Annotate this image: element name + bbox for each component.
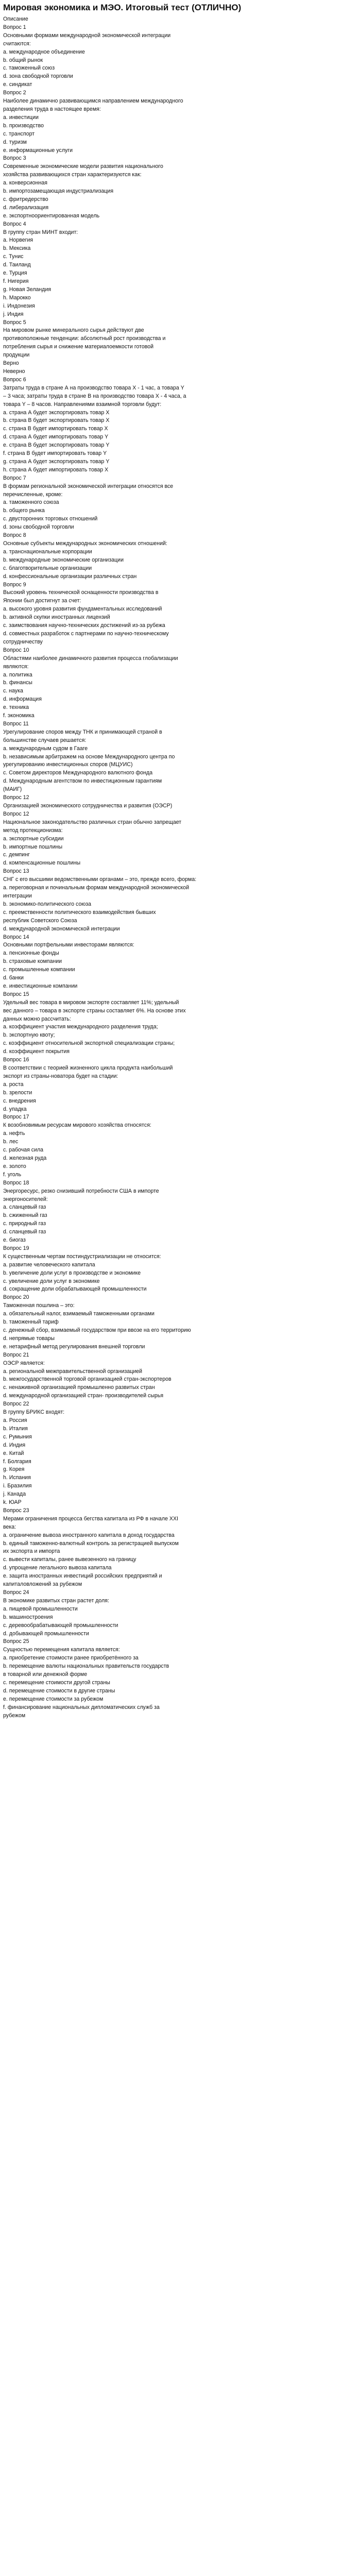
answer-option: b. экспортную квоту;: [3, 1032, 55, 1039]
document-body: [3, 15, 358, 1720]
answer-option: c. таможенный союз: [3, 65, 55, 72]
answer-option: b. финансы: [3, 680, 32, 686]
answer-option: Неверно: [3, 368, 25, 375]
answer-option: a. роста: [3, 1081, 24, 1088]
answer-option: b. страна В будет экспортировать товар X: [3, 417, 110, 424]
text-line: большинстве случаев решается:: [3, 737, 87, 743]
answer-option: d. зоны свободной торговли: [3, 524, 74, 531]
text-line: На мировом рынке минерального сырья действуют две: [3, 327, 144, 334]
text-line: Энергоресурс, резко снизивший потребности США в импорте: [3, 1188, 159, 1194]
answer-option: e. страна В будет экспортировать товар Y: [3, 442, 110, 449]
text-line: В формам региональной экономической интеграции относятся все: [3, 483, 174, 489]
answer-option: b. перемещение валюты национальных правительств государств: [3, 1663, 169, 1670]
answer-option: c. увеличение доли услуг в экономике: [3, 1278, 100, 1284]
answer-option: b. Италия: [3, 1425, 28, 1432]
answer-option: b. импортозамещающая индустриализация: [3, 188, 114, 195]
answer-option: d. информация: [3, 696, 42, 703]
text-line: их экспорта и импорта: [3, 1548, 60, 1555]
answer-option: c. фритредерство: [3, 196, 48, 202]
text-line: Основными формами международной экономической интеграции: [3, 32, 171, 39]
answer-option: a. международным судом в Гааге: [3, 745, 88, 752]
answer-option: d. туризм: [3, 139, 27, 145]
question-number: Вопрос 20: [3, 1294, 29, 1301]
answer-option: e. экспортноориентированная модель: [3, 212, 100, 219]
answer-option: b. межгосударственной торговой организацией стран-экспортеров: [3, 1376, 171, 1383]
question-number: Вопрос 13: [3, 868, 29, 875]
text-line: сотрудничеству: [3, 638, 43, 645]
text-line: ОЭСР является:: [3, 1360, 45, 1366]
answer-option: b. увеличение доли услуг в производстве и экономике: [3, 1269, 141, 1276]
answer-option: a. пищевой промышленности: [3, 1605, 78, 1612]
answer-option: d. зона свободной торговли: [3, 73, 73, 80]
answer-option: c. заимствования научно-технических достижений из-за рубежа: [3, 622, 165, 629]
answer-option: j. Индия: [3, 311, 24, 317]
answer-option: d. перемещение стоимости в другие страны: [3, 1687, 115, 1694]
answer-option: a. развитие человеческого капитала: [3, 1261, 95, 1268]
answer-option: a. высокого уровня развития фундаментальных исследований: [3, 606, 162, 613]
text-line: К возобновимым ресурсам мирового хозяйства относятся:: [3, 1122, 151, 1129]
question-number: Вопрос 10: [3, 647, 29, 653]
answer-option: b. экономико-политического союза: [3, 901, 92, 907]
answer-option: c. промышленные компании: [3, 967, 75, 973]
answer-option: a. региональной межправительственной организацией: [3, 1368, 143, 1375]
question-number: Вопрос 3: [3, 155, 26, 162]
text-line: СНГ с его высшими ведомственными органами – это, прежде всего, форма:: [3, 876, 197, 883]
answer-option: b. машиностроения: [3, 1614, 53, 1620]
answer-option: d. страна А будет импортировать товар Y: [3, 434, 109, 440]
text-line: считаются:: [3, 40, 31, 47]
text-line: хозяйства развивающихся стран характеризуются как:: [3, 172, 142, 178]
text-line: экспорт из страны-новатора будет на стадии:: [3, 1073, 118, 1079]
text-line: В соответствии с теорией жизненного цикла продукта наибольший: [3, 1065, 173, 1071]
question-number: Вопрос 19: [3, 1245, 29, 1251]
question-number: Вопрос 21: [3, 1351, 29, 1358]
answer-option: f. экономика: [3, 713, 35, 719]
text-line: Урегулирование споров между ТНК и принимающей страной в: [3, 728, 162, 735]
answer-option: a. ограничение вывоза иностранного капитала в доход государства: [3, 1532, 175, 1538]
text-line: Областями наиболее динамичного развития процесса глобализации: [3, 655, 178, 662]
text-line: Затраты труда в стране А на производство товара X - 1 час, а товара Y: [3, 384, 184, 391]
question-number: Вопрос 2: [3, 90, 26, 96]
answer-option: e. биогаз: [3, 1237, 26, 1244]
answer-option: e. синдикат: [3, 81, 32, 88]
answer-option: b. общий рынок: [3, 57, 43, 63]
text-line: Японии был достигнут за счет:: [3, 598, 81, 604]
text-line: Наиболее динамично развивающимся направлением международного: [3, 98, 183, 105]
text-line: рубежом: [3, 1712, 26, 1719]
text-line: Мерами ограничения процесса бегства капитала из РФ в начале XXI: [3, 1515, 178, 1522]
answer-option: j. Канада: [3, 1491, 26, 1498]
answer-option: a. инвестиции: [3, 114, 39, 121]
text-line: противоположные тенденции: абсолютный рост производства и: [3, 335, 166, 342]
answer-option: d. Индия: [3, 1442, 26, 1448]
answer-option: k. ЮАР: [3, 1499, 22, 1506]
text-line: республик Советского Союза: [3, 917, 77, 924]
answer-option: a. экспортные субсидии: [3, 835, 64, 842]
text-line: в товарной или денежной форме: [3, 1671, 88, 1678]
answer-option: c. благотворительные организации: [3, 565, 92, 571]
answer-option: e. техника: [3, 704, 29, 711]
answer-option: a. страна А будет экспортировать товар X: [3, 409, 110, 416]
answer-option: c. демпинг: [3, 852, 30, 858]
answer-option: c. двусторонних торговых отношений: [3, 516, 98, 522]
text-line: Национальное законодательство различных стран обычно запрещает: [3, 819, 182, 825]
answer-option: b. импортные пошлины: [3, 843, 63, 850]
answer-option: c. Тунис: [3, 253, 24, 260]
answer-option: d. упрощение легального вывоза капитала: [3, 1565, 112, 1571]
answer-option: d. Международным агентством по инвестиционным гарантиям: [3, 778, 162, 785]
answer-option: d. железная руда: [3, 1155, 47, 1161]
question-number: Вопрос 17: [3, 1114, 29, 1121]
question-number: Вопрос 4: [3, 221, 26, 227]
answer-option: d. международной экономической интеграции: [3, 925, 120, 932]
answer-option: e. защита иностранных инвестиций российских предприятий и: [3, 1573, 162, 1580]
text-line: метод протекционизма:: [3, 827, 63, 834]
answer-option: g. страна А будет экспортировать товар Y: [3, 458, 110, 465]
answer-option: a. конверсионная: [3, 180, 48, 187]
answer-option: d. сланцевый газ: [3, 1229, 46, 1235]
question-number: Вопрос 14: [3, 934, 29, 940]
text-line: В группу БРИКС входят:: [3, 1409, 65, 1416]
answer-option: a. обязательный налог, взимаемый таможенными органами: [3, 1311, 154, 1317]
answer-option: b. международные экономические организации: [3, 556, 124, 563]
question-number: Вопрос 24: [3, 1589, 29, 1596]
answer-option: a. таможенного союза: [3, 499, 59, 506]
answer-option: c. внедрения: [3, 1097, 36, 1104]
question-number: Вопрос 18: [3, 1179, 29, 1186]
answer-option: d. упадка: [3, 1106, 27, 1112]
text-line: урегулированию инвестиционных споров (МЦУИС): [3, 761, 133, 768]
question-number: Вопрос 8: [3, 532, 26, 539]
answer-option: e. инвестиционные компании: [3, 982, 78, 989]
answer-option: e. информационные услуги: [3, 147, 73, 154]
answer-option: b. активной скупки иностранных лицензий: [3, 614, 110, 621]
answer-option: c. рабочая сила: [3, 1147, 44, 1154]
answer-option: c. денежный сбор, взимаемый государством при ввозе на его территорию: [3, 1327, 191, 1333]
text-line: разделения труда в настоящее время:: [3, 106, 101, 112]
text-line: Таможенная пошлина – это:: [3, 1302, 75, 1309]
answer-option: a. Россия: [3, 1417, 27, 1423]
answer-option: h. Испания: [3, 1475, 31, 1481]
text-line: Сущностью перемещения капитала является:: [3, 1647, 120, 1653]
text-line: интеграции: [3, 892, 32, 899]
answer-option: c. Румыния: [3, 1433, 32, 1440]
text-line: Основные субъекты международных экономических отношений:: [3, 540, 167, 547]
answer-option: a. международное объединение: [3, 48, 85, 55]
answer-option: f. уголь: [3, 1171, 22, 1178]
text-line: Удельный вес товара в мировом экспорте составляет 11%; удельный: [3, 999, 179, 1006]
document-title: Мировая экономика и МЭО. Итоговый тест (ОТЛИЧНО): [3, 3, 242, 12]
answer-option: d. непрямые товары: [3, 1335, 55, 1342]
answer-option: b. лес: [3, 1139, 19, 1145]
answer-option: b. страховые компании: [3, 958, 62, 965]
answer-option: e. Китай: [3, 1450, 24, 1456]
answer-option: d. банки: [3, 975, 24, 981]
answer-option: c. природный газ: [3, 1221, 46, 1227]
answer-option: a. переговорная и починальным формам международной экономической: [3, 885, 190, 891]
question-number: Вопрос 16: [3, 1057, 29, 1063]
answer-option: b. Мексика: [3, 245, 31, 252]
answer-option: e. перемещение стоимости за рубежом: [3, 1696, 104, 1702]
answer-option: b. зрелости: [3, 1089, 32, 1096]
answer-option: b. единый таможенно-валютный контроль за регистрацией выпуском: [3, 1540, 179, 1547]
answer-option: b. независимым арбитражем на основе Международного центра по: [3, 753, 175, 760]
answer-option: f. финансирование национальных дипломатических служб за: [3, 1704, 160, 1710]
answer-option: a. пенсионные фонды: [3, 950, 59, 957]
section-heading: Описание: [3, 16, 28, 22]
question-number: Вопрос 1: [3, 24, 26, 30]
answer-option: a. политика: [3, 671, 32, 678]
text-line: К существенным чертам постиндустриализации не относится:: [3, 1253, 161, 1260]
answer-option: b. сжиженный газ: [3, 1212, 47, 1219]
question-number: Вопрос 5: [3, 319, 26, 326]
text-line: продукции: [3, 352, 30, 359]
answer-option: c. коэффициент относительной экспортной специализации страны;: [3, 1040, 175, 1047]
answer-option: c. транспорт: [3, 130, 35, 137]
answer-option: c. Советом директоров Международного валютного фонда: [3, 770, 153, 776]
question-number: Вопрос 25: [3, 1638, 29, 1645]
text-line: века:: [3, 1523, 16, 1530]
answer-option: a. сланцевый газ: [3, 1204, 46, 1211]
answer-option: b. производство: [3, 122, 44, 129]
text-line: – 3 часа; затраты труда в стране В на производство товара X - 4 часа, а: [3, 393, 186, 399]
answer-option: d. международной организацией стран- производителей сырья: [3, 1393, 164, 1399]
question-number: Вопрос 12: [3, 810, 29, 817]
answer-option: a. приобретение стоимости ранее приобретённого за: [3, 1655, 139, 1662]
text-line: являются:: [3, 663, 29, 670]
answer-option: f. страна В будет импортировать товар Y: [3, 450, 107, 457]
answer-option: i. Индонезия: [3, 302, 35, 309]
text-line: Организацией экономического сотрудничества и развития (ОЭСР): [3, 803, 173, 809]
answer-option: d. компенсационные пошлины: [3, 860, 81, 867]
answer-option: d. добывающей промышленности: [3, 1630, 89, 1637]
answer-option: i. Бразилия: [3, 1483, 32, 1489]
text-line: товара Y – 8 часов. Направлениями взаимной торговли будут:: [3, 401, 162, 408]
answer-option: g. Новая Зеландия: [3, 286, 51, 293]
answer-option: e. Турция: [3, 270, 27, 277]
answer-option: c. страна В будет импортировать товар X: [3, 426, 108, 432]
text-line: энергоносителей:: [3, 1196, 48, 1202]
answer-option: g. Корея: [3, 1466, 25, 1473]
question-number: Вопрос 6: [3, 376, 26, 383]
text-line: Современные экономические модели развития национального: [3, 163, 163, 170]
answer-option: e. нетарифный метод регулирования внешней торговли: [3, 1343, 145, 1350]
answer-option: c. ненаживной организацией промышленно развитых стран: [3, 1384, 155, 1391]
question-number: Вопрос 7: [3, 474, 26, 481]
answer-option: c. вывести капиталы, ранее вывезенного на границу: [3, 1556, 136, 1563]
question-number: Вопрос 15: [3, 991, 29, 997]
answer-option: b. общего рынка: [3, 507, 45, 514]
answer-option: Верно: [3, 360, 19, 367]
answer-option: a. Норвегия: [3, 237, 33, 244]
text-line: капиталовложений за рубежом: [3, 1581, 82, 1588]
question-number: Вопрос 22: [3, 1401, 29, 1408]
text-line: перечисленные, кроме:: [3, 491, 63, 498]
answer-option: c. наука: [3, 688, 23, 694]
text-line: Основными портфельными инвесторами являются:: [3, 942, 134, 948]
answer-option: d. коэффициент покрытия: [3, 1048, 70, 1055]
answer-option: d. Таиланд: [3, 262, 31, 268]
answer-option: f. Нигерия: [3, 278, 29, 284]
answer-option: c. преемственности политического взаимодействия бывших: [3, 909, 156, 916]
text-line: В группу стран МИНТ входит:: [3, 229, 78, 235]
answer-option: d. конфессиональные организации различных стран: [3, 573, 137, 580]
text-line: потребления сырья и снижение материалоемкости готовой: [3, 344, 154, 350]
answer-option: b. таможенный тариф: [3, 1319, 59, 1326]
question-number: Вопрос 11: [3, 720, 29, 727]
answer-option: d. либерализация: [3, 204, 49, 211]
text-line: (МАИГ): [3, 786, 22, 793]
answer-option: a. коэффициент участия международного разделения труда;: [3, 1024, 158, 1030]
text-line: Высокий уровень технической оснащенности производства в: [3, 589, 159, 596]
question-number: Вопрос 23: [3, 1507, 29, 1514]
text-line: В экономике развитых стран растет доля:: [3, 1597, 109, 1604]
question-number: Вопрос 12: [3, 794, 29, 801]
answer-option: d. сокращение доли обрабатывающей промышленности: [3, 1286, 147, 1293]
answer-option: d. совместных разработок с партнерами по научно-техническому: [3, 630, 169, 637]
answer-option: h. страна А будет импортировать товар X: [3, 466, 109, 473]
answer-option: f. Болгария: [3, 1458, 31, 1465]
text-line: данных можно рассчитать:: [3, 1015, 71, 1022]
answer-option: c. деревообрабатывающей промышленности: [3, 1622, 118, 1629]
text-line: вес данного – товара в экспорте страны составляет 6%. На основе этих: [3, 1007, 186, 1014]
answer-option: c. перемещение стоимости другой страны: [3, 1679, 110, 1686]
answer-option: h. Марокко: [3, 294, 31, 301]
answer-option: e. золото: [3, 1163, 26, 1170]
question-number: Вопрос 9: [3, 581, 26, 588]
answer-option: a. транснациональные корпорации: [3, 548, 92, 555]
answer-option: a. нефть: [3, 1130, 25, 1137]
